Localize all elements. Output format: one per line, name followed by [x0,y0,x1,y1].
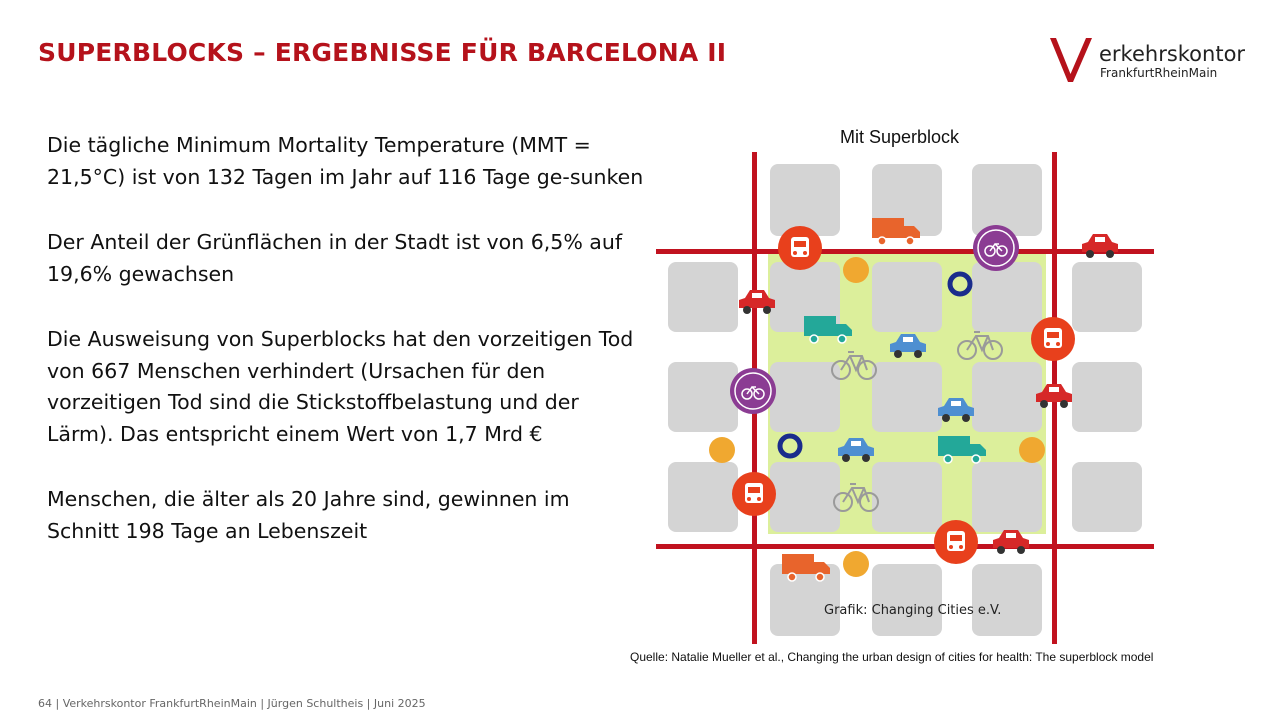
slide-title: SUPERBLOCKS – ERGEBNISSE FÜR BARCELONA II [38,38,727,67]
city-block [872,462,942,532]
city-block [972,164,1042,236]
graphic-title: Mit Superblock [840,127,960,147]
city-block [770,362,840,432]
city-block [668,262,738,332]
bus-icon [732,472,776,516]
car-icon [1082,234,1118,258]
bus-icon [1031,317,1075,361]
bullet-mortality: Die Ausweisung von Superblocks hat den vorzeitigen Tod von 667 Menschen verhindert (Ursachen für den vorzeitigen Tod sind die Stickstoffbelastung und der Lärm). Das entspricht einem Wert von 1,7 Mrd € [47,327,634,446]
logo-name-main: erkehrskontor [1099,42,1246,66]
bullet-life-gain: Menschen, die älter als 20 Jahre sind, gewinnen im Schnitt 198 Tage an Lebenszeit [47,487,570,543]
slide-footer: 64 | Verkehrskontor FrankfurtRheinMain | Jürgen Schultheis | Juni 2025 [38,697,426,710]
main-road-south [656,544,1154,549]
bus-icon [934,520,978,564]
city-block [972,462,1042,532]
city-block [972,564,1042,636]
bullet-mmt: Die tägliche Minimum Mortality Temperature (MMT = 21,5°C) ist von 132 Tagen im Jahr auf 116 Tage ge-sunken [47,133,644,189]
yellow-dot-icon [843,551,869,577]
city-block [872,564,942,636]
yellow-dot-icon [1019,437,1045,463]
city-block [1072,462,1142,532]
bullet-green-space: Der Anteil der Grünflächen in der Stadt ist von 6,5% auf 19,6% gewachsen [47,230,623,286]
logo-name-sub: FrankfurtRheinMain [1100,66,1218,80]
logo-v-icon [1046,34,1098,86]
source-citation: Quelle: Natalie Mueller et al., Changing the urban design of cities for health: The superblock model [630,650,1154,664]
graphic-credit: Grafik: Changing Cities e.V. [824,603,1002,618]
city-block [770,564,840,636]
bike-station-icon [730,368,776,414]
bullet-list [47,130,647,581]
company-logo [1046,34,1246,90]
city-block [872,262,942,332]
city-block [770,462,840,532]
main-road-north [656,249,1154,254]
city-block [1072,262,1142,332]
superblock-illustration [650,120,1162,650]
city-block [668,362,738,432]
city-block [668,462,738,532]
city-block [872,362,942,432]
city-block [972,262,1042,332]
yellow-dot-icon [709,437,735,463]
bus-icon [778,226,822,270]
bike-station-icon [973,225,1019,271]
yellow-dot-icon [843,257,869,283]
city-block [972,362,1042,432]
city-block [770,164,840,236]
city-block [1072,362,1142,432]
